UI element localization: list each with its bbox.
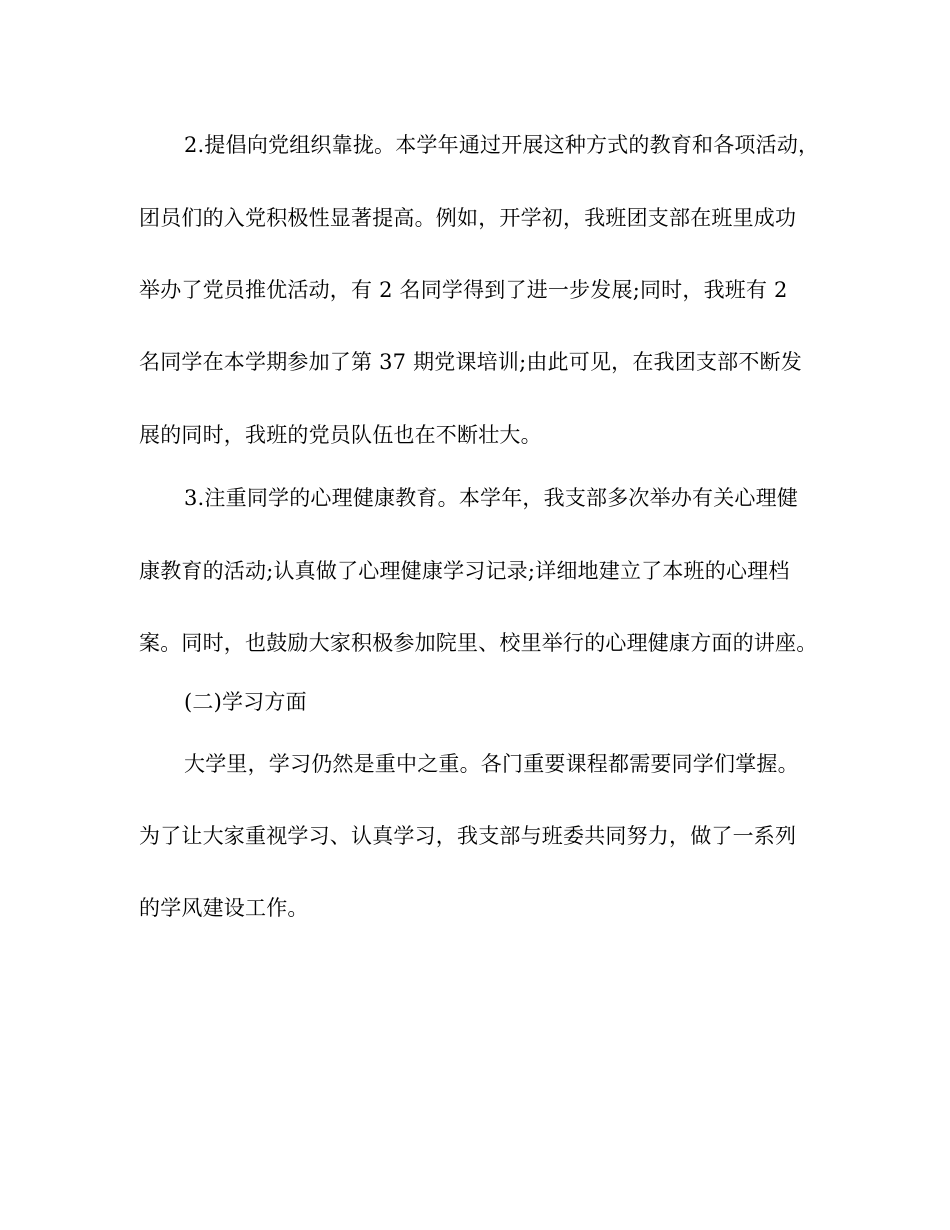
- paragraph-2-line-2: 康教育的活动;认真做了心理健康学习记录;详细地建立了本班的心理档: [139, 559, 790, 583]
- paragraph-2-line-3: 案。同时，也鼓励大家积极参加院里、校里举行的心理健康方面的讲座。: [139, 631, 818, 655]
- paragraph-1-line-5: 展的同时，我班的党员队伍也在不断壮大。: [139, 423, 542, 447]
- paragraph-3-line-3: 的学风建设工作。: [139, 896, 309, 920]
- paragraph-1-line-3: 举办了党员推优活动，有 2 名同学得到了进一步发展;同时，我班有 2: [139, 278, 788, 302]
- paragraph-3-line-2: 为了让大家重视学习、认真学习，我支部与班委共同努力，做了一系列: [139, 824, 797, 848]
- section-heading: (二)学习方面: [184, 690, 307, 714]
- paragraph-1-line-4: 名同学在本学期参加了第 37 期党课培训;由此可见，在我团支部不断发: [139, 350, 802, 374]
- paragraph-2-line-1: 3.注重同学的心理健康教育。本学年，我支部多次举办有关心理健: [184, 486, 799, 510]
- paragraph-1-line-1: 2.提倡向党组织靠拢。本学年通过开展这种方式的教育和各项活动，: [184, 133, 820, 157]
- paragraph-3-line-1: 大学里，学习仍然是重中之重。各门重要课程都需要同学们掌握。: [184, 752, 799, 776]
- paragraph-1-line-2: 团员们的入党积极性显著提高。例如，开学初，我班团支部在班里成功: [139, 206, 797, 230]
